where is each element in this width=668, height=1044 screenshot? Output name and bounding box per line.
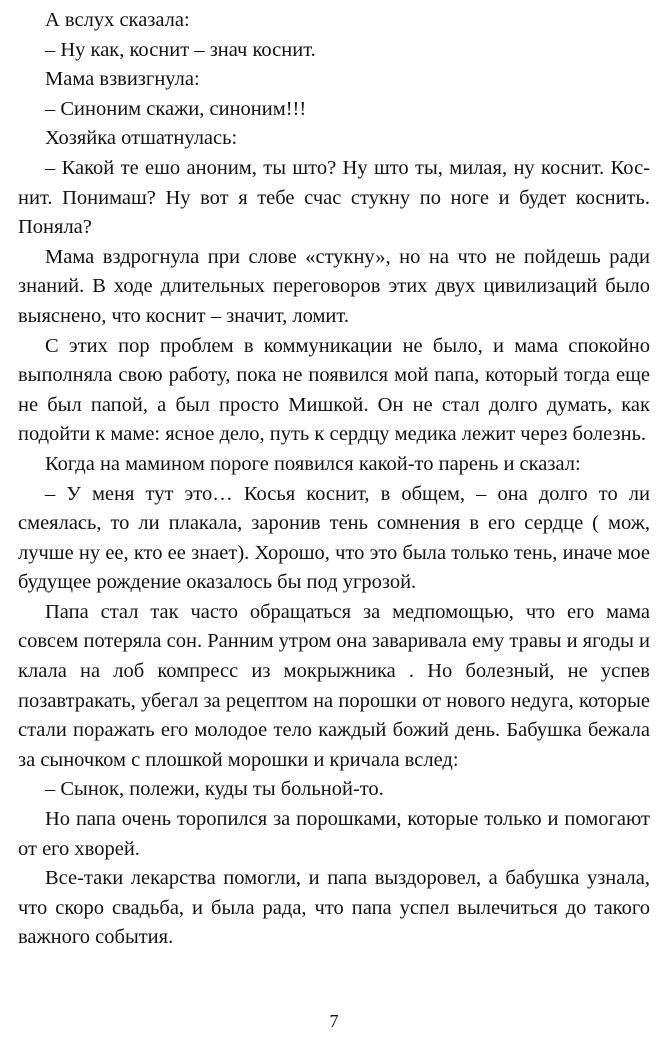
paragraph: Мама взвизгнула: [45, 68, 200, 91]
paragraph: С этих пор проблем в коммуникации не было, и мама спокойно выполняла свою работу, пока не появился мой папа, который тогда еще не был папой, а был просто Мишкой. Он не стал долго думать, как подойти к маме: ясное дело, путь к сердцу медика лежит через болезнь. [18, 334, 650, 446]
paragraph: – У меня тут это… Косья коснит, в общем, – она долго то ли смеялась, то ли плакала, заронив тень сомнения в его сердце ( мож, лучше ну ее, кто ее знает). Хорошо, что это была только тень, иначе мое будущее рождение оказалось бы под угрозой. [18, 482, 650, 594]
paragraph: А вслух сказала: [45, 9, 190, 31]
paragraph: Когда на мамином пороге появился какой-то парень и сказал: [45, 452, 581, 475]
paragraph: – Синоним скажи, синоним!!! [45, 97, 307, 120]
paragraph: Все-таки лекарства помогли, и папа выздоровел, а бабушка узнала, что скоро свадьба, и была рада, что папа успел вылечиться до такого важного события. [18, 867, 650, 949]
book-page [18, 0, 650, 1044]
paragraph: – Ну как, коснит – знач коснит. [45, 38, 316, 61]
paragraph: Мама вздрогнула при слове «стукну», но на что не пойдешь ради знаний. В ходе длительных переговоров этих двух цивилизаций было выяснено, что коснит – значит, ломит. [18, 245, 650, 327]
paragraph: Но папа очень торопился за порошками, которые только и помогают от его хворей. [18, 808, 650, 860]
page-number: 7 [329, 1011, 339, 1031]
paragraph: Хозяйка отшатнулась: [45, 127, 238, 150]
paragraph: – Какой те ешо аноним, ты што? Ну што ты, милая, ну коснит. Кос-нит. Понимаш? Ну вот я тебе счас стукну по ноге и будет коснить. Поняла? [18, 156, 650, 239]
paragraph: Папа стал так часто обращаться за медпомощью, что его мама совсем потеряла сон. Ранним утром она заваривала ему травы и ягоды и клала на лоб компресс из мокрыжника . Но болезный, не успев позавтракать, убегал за рецептом на порошки от нового недуга, которые стали поражать его молодое тело каждый божий день. Бабушка бежала за сыночком с плошкой морошки и кричала вслед: [18, 600, 650, 771]
body-text [18, 6, 650, 953]
paragraph: – Сынок, полежи, куды ты больной-то. [45, 778, 384, 801]
